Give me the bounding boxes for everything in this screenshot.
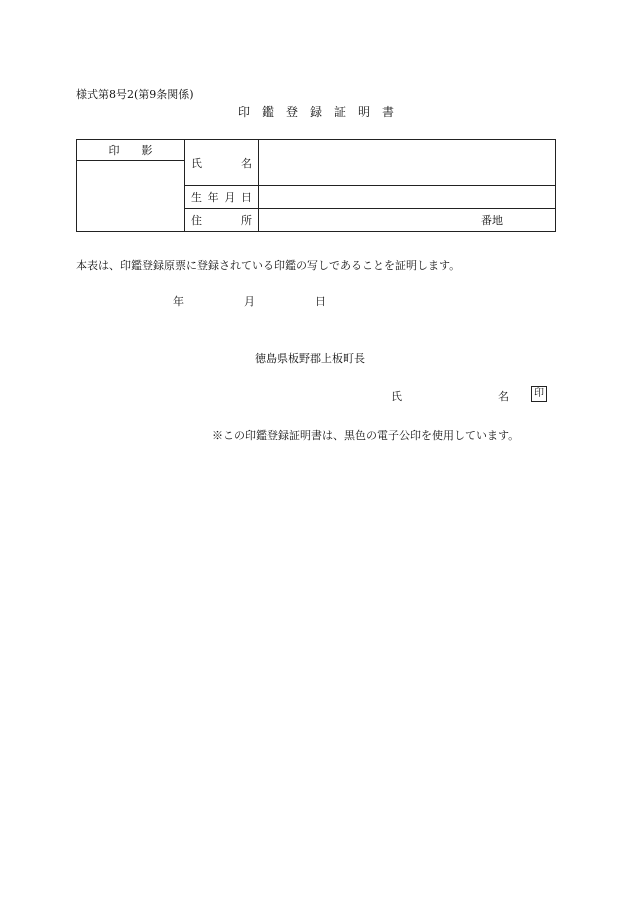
signature-shi-label: 氏: [391, 390, 402, 403]
address-label-char-1: 住: [191, 214, 202, 227]
issuer-name: 徳島県板野郡上板町長: [255, 352, 365, 365]
official-seal-mark: 印: [531, 386, 547, 402]
name-label-char-1: 氏: [191, 156, 202, 170]
seal-impression-header: [77, 140, 185, 161]
address-banchi: 番地: [481, 214, 503, 227]
address-label-char-2: 所: [241, 214, 252, 227]
date-month-label: 月: [244, 295, 255, 308]
dob-value-cell: [259, 186, 556, 209]
dob-label-char-2: 年: [207, 191, 219, 204]
seal-header-char-2: 影: [141, 144, 153, 157]
dob-label-char-4: 日: [240, 191, 252, 204]
seal-impression-area: [77, 161, 185, 232]
name-label-char-2: 名: [241, 156, 252, 170]
date-year-label: 年: [173, 295, 184, 308]
name-value-cell: [259, 140, 556, 186]
dob-label-cell: [185, 186, 259, 209]
signature-mei-label: 名: [498, 390, 509, 403]
dob-label-char-1: 生: [191, 191, 202, 204]
document-title: 印 鑑 登 録 証 明 書: [238, 105, 395, 119]
certification-statement: 本表は、印鑑登録原票に登録されている印鑑の写しであることを証明します。: [76, 259, 461, 272]
name-label-cell: [185, 140, 259, 186]
electronic-seal-note: ※この印鑑登録証明書は、黒色の電子公印を使用しています。: [212, 429, 520, 442]
date-day-label: 日: [315, 295, 326, 308]
certificate-table: [76, 139, 556, 232]
form-number: 様式第8号2(第9条関係): [76, 88, 194, 101]
dob-label-char-3: 月: [224, 191, 236, 204]
seal-header-char-1: 印: [108, 144, 120, 157]
address-value-cell: [259, 209, 556, 232]
address-label-cell: [185, 209, 259, 232]
